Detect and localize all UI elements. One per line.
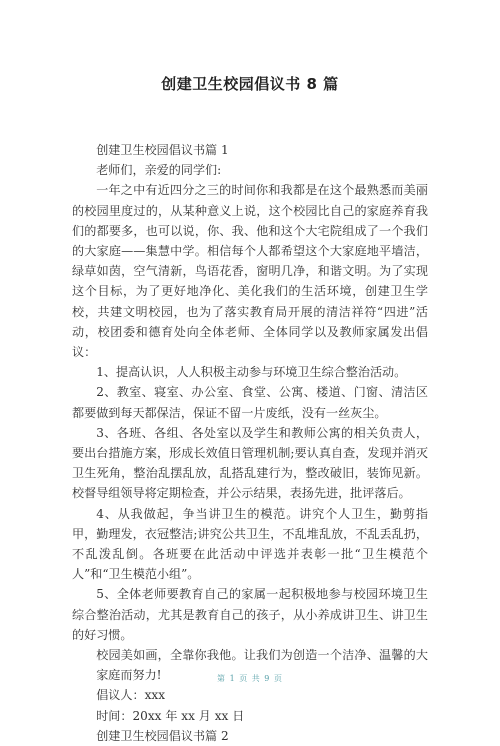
next-section-heading: 创建卫生校园倡议书篇 2 — [96, 728, 229, 743]
proposal-item-4: 4、从我做起，争当讲卫生的模范。讲究个人卫生，勤剪指甲，勤理发，衣冠整洁;讲究公共卫生，不乱堆乱放，不乱丢乱扔，不乱泼乱倒。各班要在此活动中评选并表彰一批“卫生模范个人”和“卫生模范小组”。 — [72, 506, 428, 582]
proposal-item-3: 3、各班、各组、各处室以及学生和教师公寓的相关负责人，要出台措施方案，形成长效值日管理机制;要认真自查，发现并消灭卫生死角，整治乱摆乱放，乱搭乱建行为，整改破旧，装饰见新。校督导组领导将定期检查，并公示结果，表扬先进，批评落后。 — [72, 425, 428, 501]
document-body — [72, 140, 428, 746]
proposal-item-5: 5、全体老师要教育自己的家属一起积极地参与校园环境卫生综合整治活动，尤其是教育自己的孩子，从小养成讲卫生、讲卫生的好习惯。 — [72, 587, 428, 642]
closing-line: 校园美如画，全靠你我他。让我们为创造一个洁净、温馨的大家庭而努力! — [96, 648, 428, 683]
proposal-item-1: 1、提高认识，人人积极主动参与环境卫生综合整治活动。 — [96, 365, 407, 380]
date-line: 时间：20xx 年 xx 月 xx 日 — [96, 708, 245, 723]
document-title: 创建卫生校园倡议书 8 篇 — [161, 75, 339, 93]
proposer-line: 倡议人：xxx — [96, 688, 166, 703]
salutation: 老师们，亲爱的同学们: — [96, 163, 222, 178]
intro-paragraph: 一年之中有近四分之三的时间你和我都是在这个最熟悉而美丽的校园里度过的，从某种意义上说，这个校园比自己的家庭养育我们的都要多，也可以说，你、我、他和这个大宅院组成了一个我们的大家庭——集慧中学。相信每个人都希望这个大家庭地平墙洁，绿草如茵，空气清新，鸟语花香，窗明几净，和谐文明。为了实现这个目标，为了更好地净化、美化我们的生活环境，创建卫生学校，共建文明校园，也为了落实教育局开展的清洁祥符“四进”活动，校团委和德育处向全体老师、全体同学以及教师家属发出倡议： — [72, 183, 428, 360]
section-heading: 创建卫生校园倡议书篇 1 — [96, 143, 229, 157]
page-indicator: 第 1 页 共 9 页 — [217, 674, 283, 683]
proposal-item-2: 2、教室、寝室、办公室、食堂、公寓、楼道、门窗、清洁区都要做到每天都保洁，保证不留一片废纸，没有一丝灰尘。 — [72, 385, 428, 420]
